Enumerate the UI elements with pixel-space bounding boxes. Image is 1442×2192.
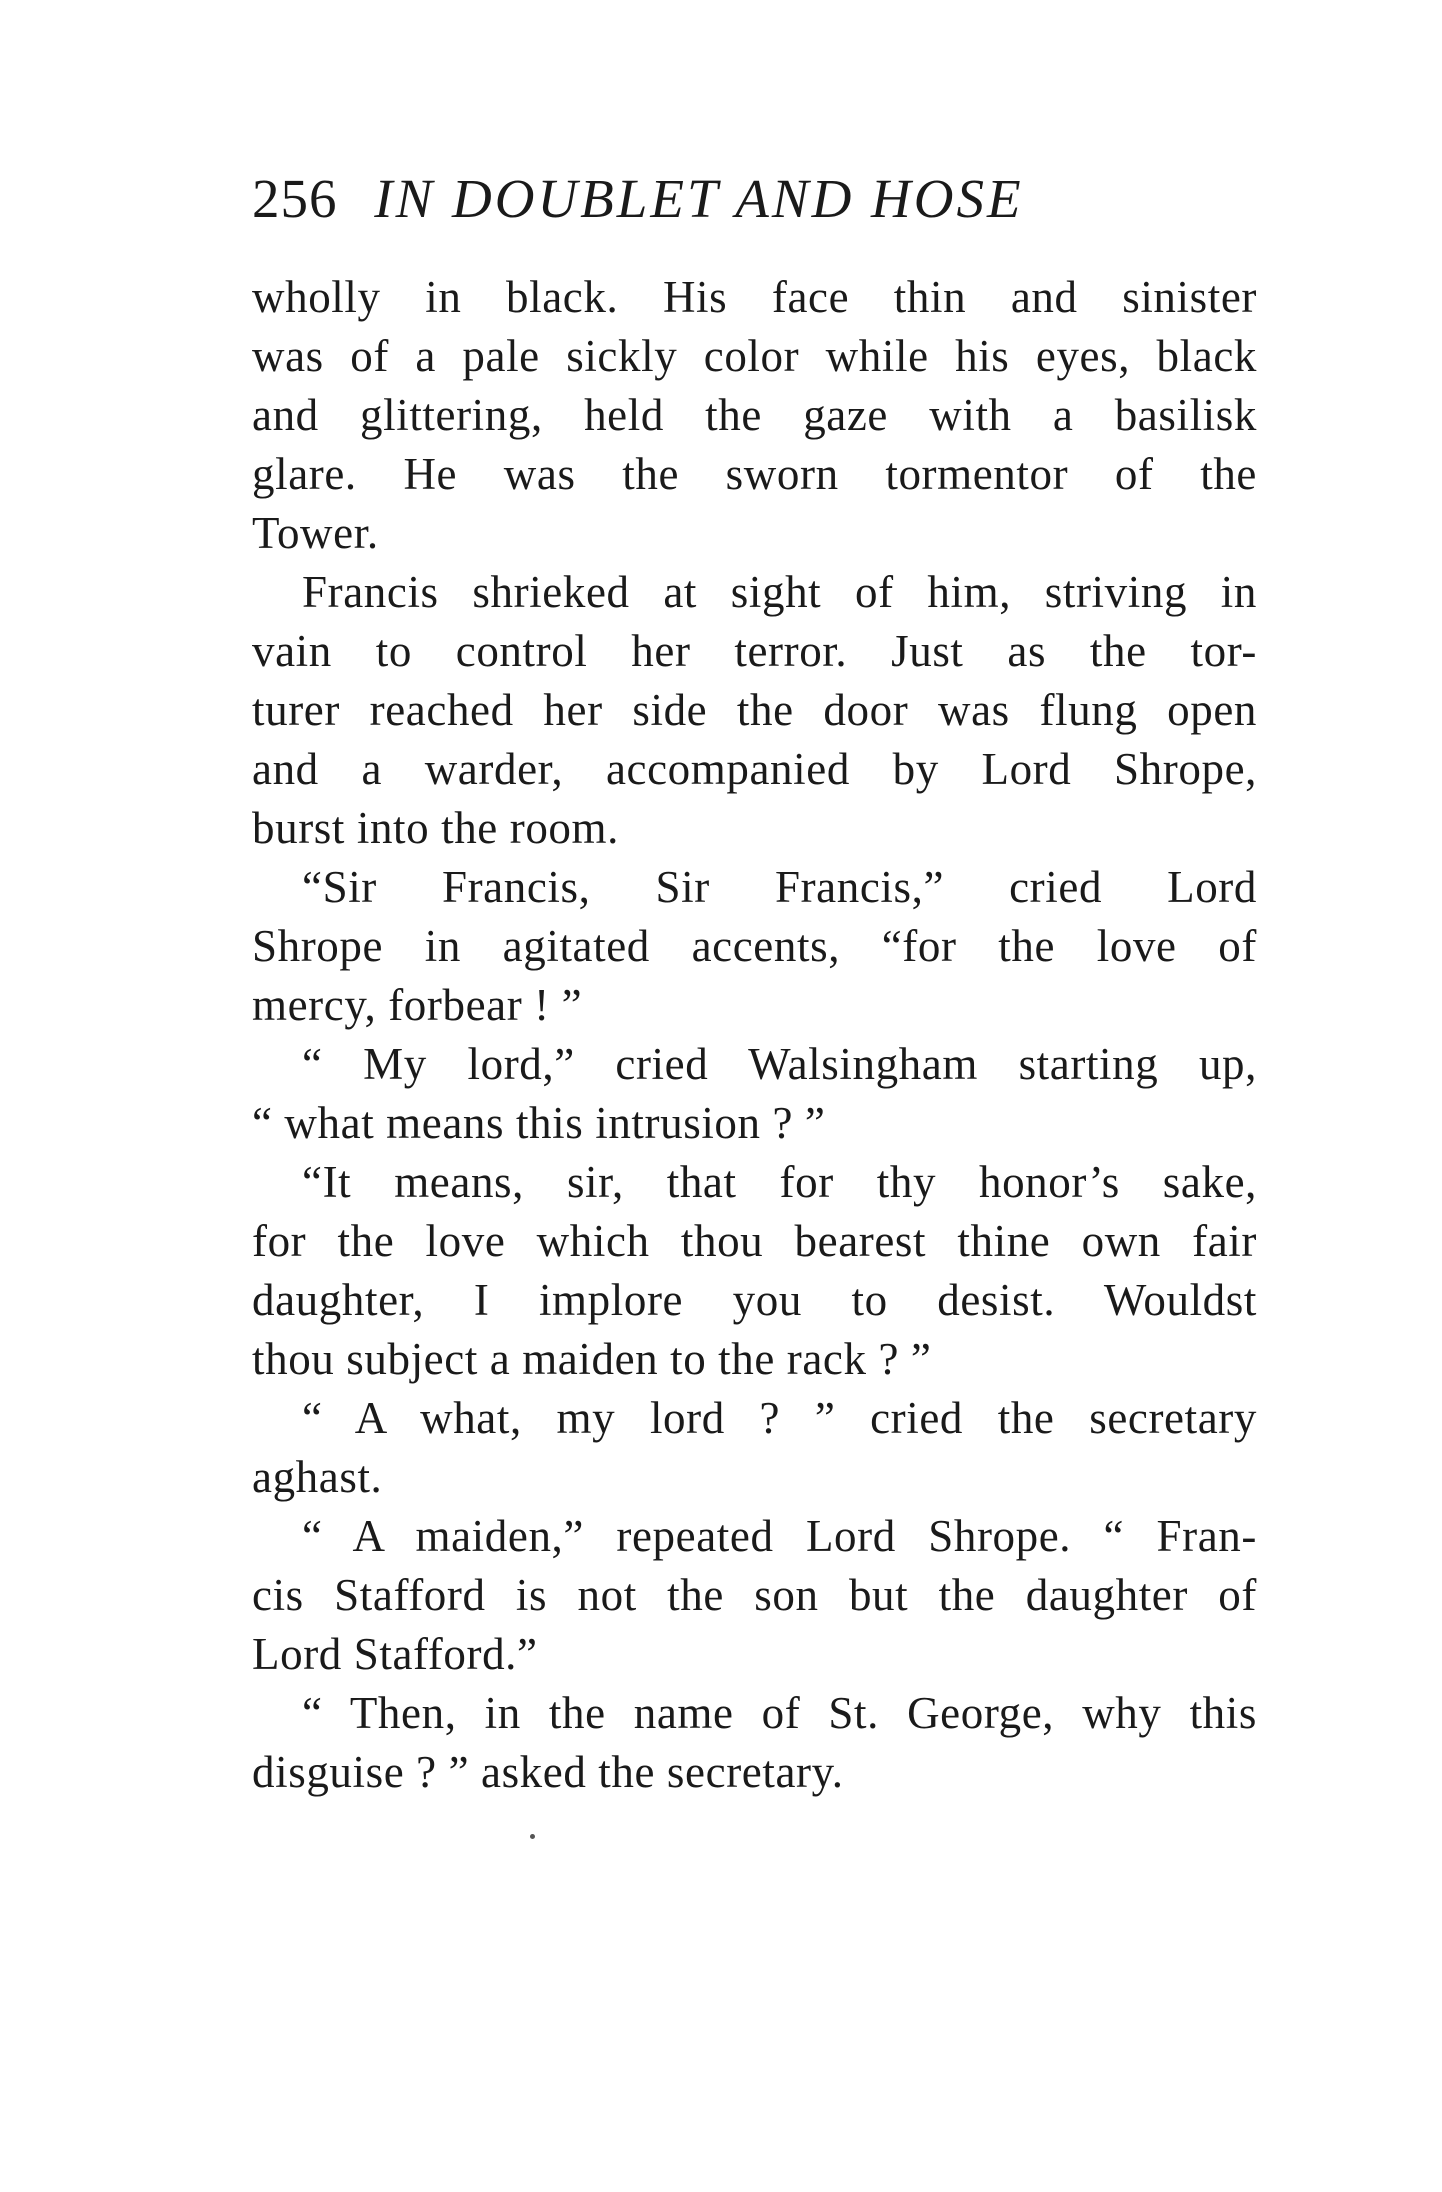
text-line: and glittering, held the gaze with a basilisk bbox=[252, 390, 1257, 440]
running-title: IN DOUBLET AND HOSE bbox=[374, 168, 1024, 229]
page-number: 256 bbox=[252, 168, 338, 229]
running-head bbox=[252, 164, 1252, 234]
text-line: “It means, sir, that for thy honor’s sake, bbox=[302, 1157, 1257, 1207]
text-line: Francis shrieked at sight of him, striving in bbox=[302, 567, 1257, 617]
text-line: “ A what, my lord ? ” cried the secretary bbox=[302, 1393, 1257, 1443]
text-line: thou subject a maiden to the rack ? ” bbox=[252, 1334, 932, 1384]
text-line: “ A maiden,” repeated Lord Shrope. “ Fran- bbox=[302, 1511, 1257, 1561]
text-line: mercy, forbear ! ” bbox=[252, 980, 583, 1030]
text-line: disguise ? ” asked the secretary. bbox=[252, 1747, 844, 1797]
text-line: “Sir Francis, Sir Francis,” cried Lord bbox=[302, 862, 1257, 912]
text-line: Tower. bbox=[252, 508, 379, 558]
text-line: “ what means this intrusion ? ” bbox=[252, 1098, 826, 1148]
body-text bbox=[252, 268, 1257, 1802]
text-line: “ Then, in the name of St. George, why this bbox=[302, 1688, 1257, 1738]
text-line: Lord Stafford.” bbox=[252, 1629, 538, 1679]
text-line: was of a pale sickly color while his eyes, black bbox=[252, 331, 1257, 381]
text-line: wholly in black. His face thin and sinister bbox=[252, 272, 1257, 322]
text-line: Shrope in agitated accents, “for the love of bbox=[252, 921, 1257, 971]
text-line: aghast. bbox=[252, 1452, 383, 1502]
text-line: for the love which thou bearest thine own fair bbox=[252, 1216, 1257, 1266]
text-line: “ My lord,” cried Walsingham starting up, bbox=[302, 1039, 1257, 1089]
text-line: daughter, I implore you to desist. Wouldst bbox=[252, 1275, 1257, 1325]
text-line: vain to control her terror. Just as the tor- bbox=[252, 626, 1257, 676]
text-line: and a warder, accompanied by Lord Shrope, bbox=[252, 744, 1257, 794]
text-line: cis Stafford is not the son but the daughter of bbox=[252, 1570, 1257, 1620]
text-line: glare. He was the sworn tormentor of the bbox=[252, 449, 1257, 499]
ink-speck bbox=[530, 1834, 535, 1839]
text-line: turer reached her side the door was flung open bbox=[252, 685, 1257, 735]
text-line: burst into the room. bbox=[252, 803, 619, 853]
